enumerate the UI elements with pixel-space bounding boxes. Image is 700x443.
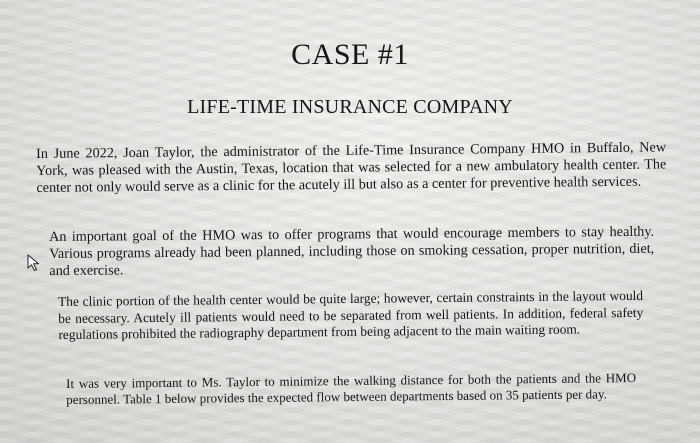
paragraph-walking-distance: It was very important to Ms. Taylor to minimize the walking distance for both the patients and the HMO personnel. Table 1 below provides the expected flow between departments based on 35 patients per day. [66, 370, 637, 407]
paragraph-goal: An important goal of the HMO was to offer programs that would encourage members to stay healthy. Various programs already had been planned, including those on smoking cessation, proper nutrition, diet, and exercise. [49, 223, 655, 279]
paragraph-constraints: The clinic portion of the health center would be quite large; however, certain constraints in the layout would be necessary. Acutely ill patients would need to be separated from well patients. In addition, federal safety regulations prohibited the radiography department from being adjacent to the main waiting room. [58, 287, 644, 342]
page-title: CASE #1 [291, 38, 409, 71]
page-subtitle: LIFE-TIME INSURANCE COMPANY [187, 96, 513, 118]
paragraph-intro: In June 2022, Joan Taylor, the administrator of the Life-Time Insurance Company HMO in Buffalo, New York, was pleased with the Austin, Texas, location that was selected for a new ambulatory health center. The center not only would serve as a clinic for the acutely ill but also as a center for preventive health services. [36, 139, 667, 196]
mouse-pointer-icon [26, 254, 42, 272]
